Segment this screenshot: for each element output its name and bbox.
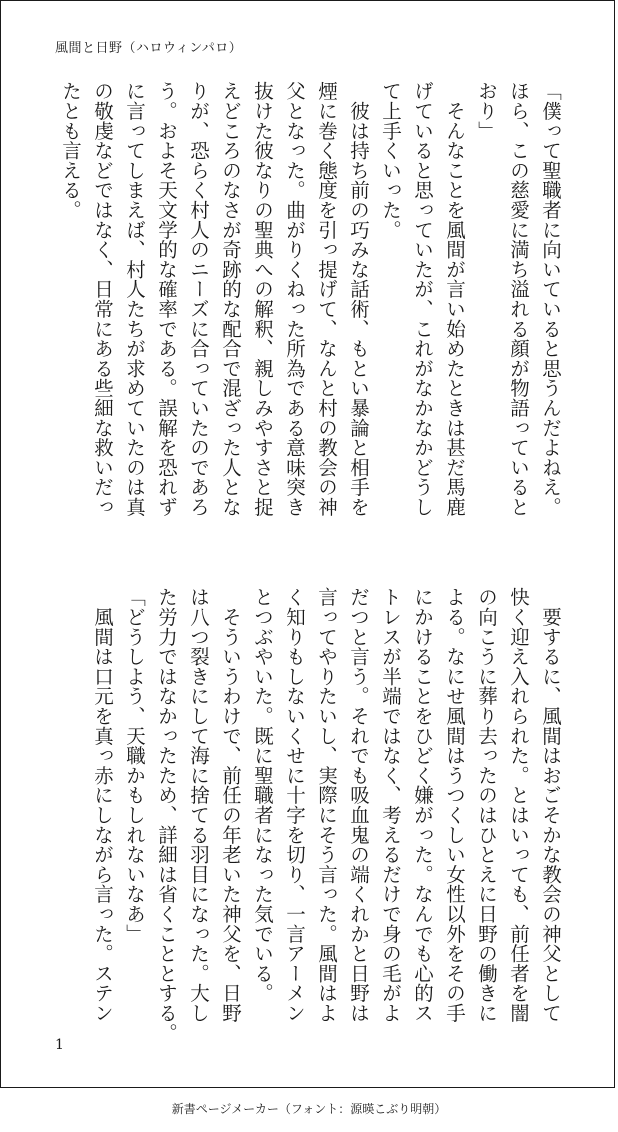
text-line: う。およそ天文学的な確率である。誤解を恐れず <box>155 81 178 517</box>
text-line: りが、恐らく村人のニーズに合っていたのであろ <box>187 81 210 517</box>
text-line: 言ってやりたいし、実際にそう言った。風間はよ <box>315 587 338 1023</box>
text-line: 快く迎え入れられた。とはいっても、前任者を闇 <box>507 587 530 1023</box>
text-line: 要するに、風間はおごそかな教会の神父として <box>539 587 562 1023</box>
text-line: は八つ裂きにして海に捨てる羽目になった。大し <box>187 587 210 1023</box>
text-line: た労力ではなかったため、詳細は省くこととする。 <box>155 587 178 1043</box>
text-line: の敬虔などではなく、日常にある些細な救いだっ <box>91 81 114 517</box>
text-line: 父となった。曲がりくねった所為である意味突き <box>283 81 306 517</box>
text-block-lower <box>48 587 566 1043</box>
text-line: 「僕って聖職者に向いていると思うんだよねえ。 <box>539 81 562 517</box>
text-line: 風間は口元を真っ赤にしながら言った。ステン <box>91 587 114 1023</box>
text-line: そんなことを風間が言い始めたときは甚だ馬鹿 <box>443 81 466 517</box>
text-line: そういうわけで、前任の年老いた神父を、日野 <box>219 587 242 1023</box>
text-line: げていると思っていたが、これがなかなかどうし <box>411 81 434 517</box>
text-line: に言ってしまえば、村人たちが求めていたのは真 <box>123 81 146 517</box>
text-line: トレスが半端ではなく、考えるだけで身の毛がよ <box>379 587 402 1023</box>
text-line: く知りもしないくせに十字を切り、一言アーメン <box>283 587 306 1023</box>
text-line: とつぶやいた。既に聖職者になった気でいる。 <box>251 587 274 1003</box>
text-line: たとも言える。 <box>59 81 82 220</box>
text-line: おり」 <box>475 81 498 141</box>
text-line: て上手くいった。 <box>379 81 402 240</box>
page-number: 1 <box>55 1037 64 1053</box>
text-block-upper <box>48 81 566 533</box>
generator-credit: 新書ページメーカー（フォント：源暎こぶり明朝） <box>171 1102 447 1116</box>
text-line: えどころのなさが奇跡的な配合で混ざった人とな <box>219 81 242 517</box>
text-line: 「どうしよう、天職かもしれないなあ」 <box>123 587 146 944</box>
text-line: の向こうに葬り去ったのはひとえに日野の働きに <box>475 587 498 1023</box>
text-line: 煙に巻く態度を引っ提げて、なんと村の教会の神 <box>315 81 338 517</box>
text-line: ほら、この慈愛に満ち溢れる顔が物語っていると <box>507 81 530 517</box>
text-line: だつと言う。それでも吸血鬼の端くれかと日野は <box>347 587 370 1023</box>
running-header: 風間と日野（ハロウィンパロ） <box>55 41 243 56</box>
text-line: にかけることをひどく嫌がった。なんでも心的ス <box>411 587 434 1023</box>
text-line: よる。なにせ風間はうつくしい女性以外をその手 <box>443 587 466 1023</box>
text-line: 抜けた彼なりの聖典への解釈、親しみやすさと捉 <box>251 81 274 517</box>
text-line: 彼は持ち前の巧みな話術、もとい暴論と相手を <box>347 81 370 517</box>
